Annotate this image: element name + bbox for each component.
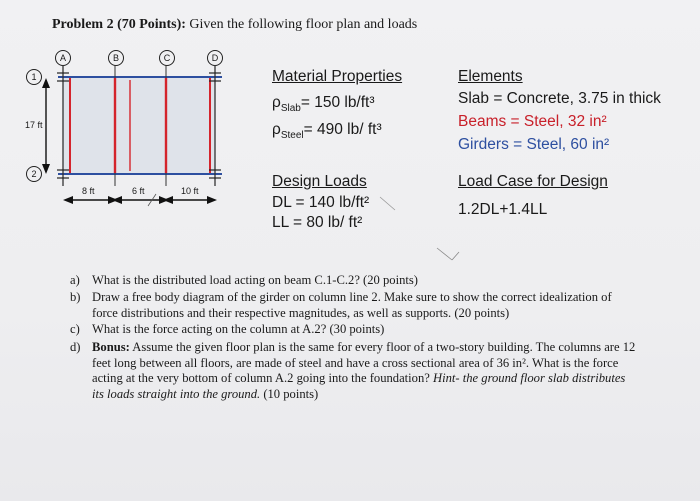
question-d-body: Assume the given floor plan is the same for every floor of a two-story building. The columns are 12 feet long between all floors, are made of steel and have a cross sectional area of 36 in². What is the force acting at the very bottom of column A.2 going into the foundation? [92,340,636,385]
question-c-label: c) [70,322,80,336]
dead-load: DL = 140 lb/ft² [272,194,370,211]
spacing-label-cd: 10 ft [181,186,199,196]
problem-title-bold: Problem 2 (70 Points): [52,17,186,32]
question-d-text [92,340,640,402]
steel-sub: Steel [280,130,304,142]
live-load: LL = 80 lb/ ft² [272,214,363,231]
slab-value: = 150 lb/ft³ [300,94,375,111]
column-bubble-a: A [55,50,71,66]
problem-title-text: Given the following floor plan and loads [185,17,418,32]
column-bubble-c: C [159,50,175,66]
elements-heading: Elements [458,68,523,85]
question-a-label: a) [70,273,80,287]
question-d-hint: Hint- the ground floor slab distributes its loads straight into the ground. [92,371,626,401]
height-label: 17 ft [25,120,43,130]
steel-value: = 490 lb/ ft³ [303,121,382,138]
question-b-label: b) [70,290,81,304]
question-b-text: Draw a free body diagram of the girder on column line 2. Make sure to show the correct idealization of force distributions and their respective magnitudes, as well as supports. (20 points) [92,290,612,320]
steel-rho: ρ [272,121,281,138]
elements-girders: Girders = Steel, 60 in² [458,136,610,153]
spacing-label-bc: 6 ft [132,186,145,196]
elements-slab: Slab = Concrete, 3.75 in thick [458,90,661,107]
slab-rho: ρ [272,94,281,111]
question-d-label: d) [70,340,81,354]
question-a-text: What is the distributed load acting on beam C.1-C.2? (20 points) [92,273,418,287]
load-case-value: 1.2DL+1.4LL [458,201,548,218]
row-bubble-2: 2 [26,166,42,182]
column-bubble-d: D [207,50,223,66]
question-c-text: What is the force acting on the column at A.2? (30 points) [92,322,385,336]
material-heading: Material Properties [272,68,403,85]
slab-sub: Slab [280,103,301,115]
design-loads-heading: Design Loads [272,173,367,190]
question-d-bold: Bonus: [92,340,130,354]
load-case-heading: Load Case for Design [458,173,608,190]
question-d-tail: (10 points) [260,386,319,401]
row-bubble-1: 1 [26,69,42,85]
spacing-label-ab: 8 ft [82,186,95,196]
column-bubble-b: B [108,50,124,66]
elements-beams: Beams = Steel, 32 in² [458,113,607,130]
